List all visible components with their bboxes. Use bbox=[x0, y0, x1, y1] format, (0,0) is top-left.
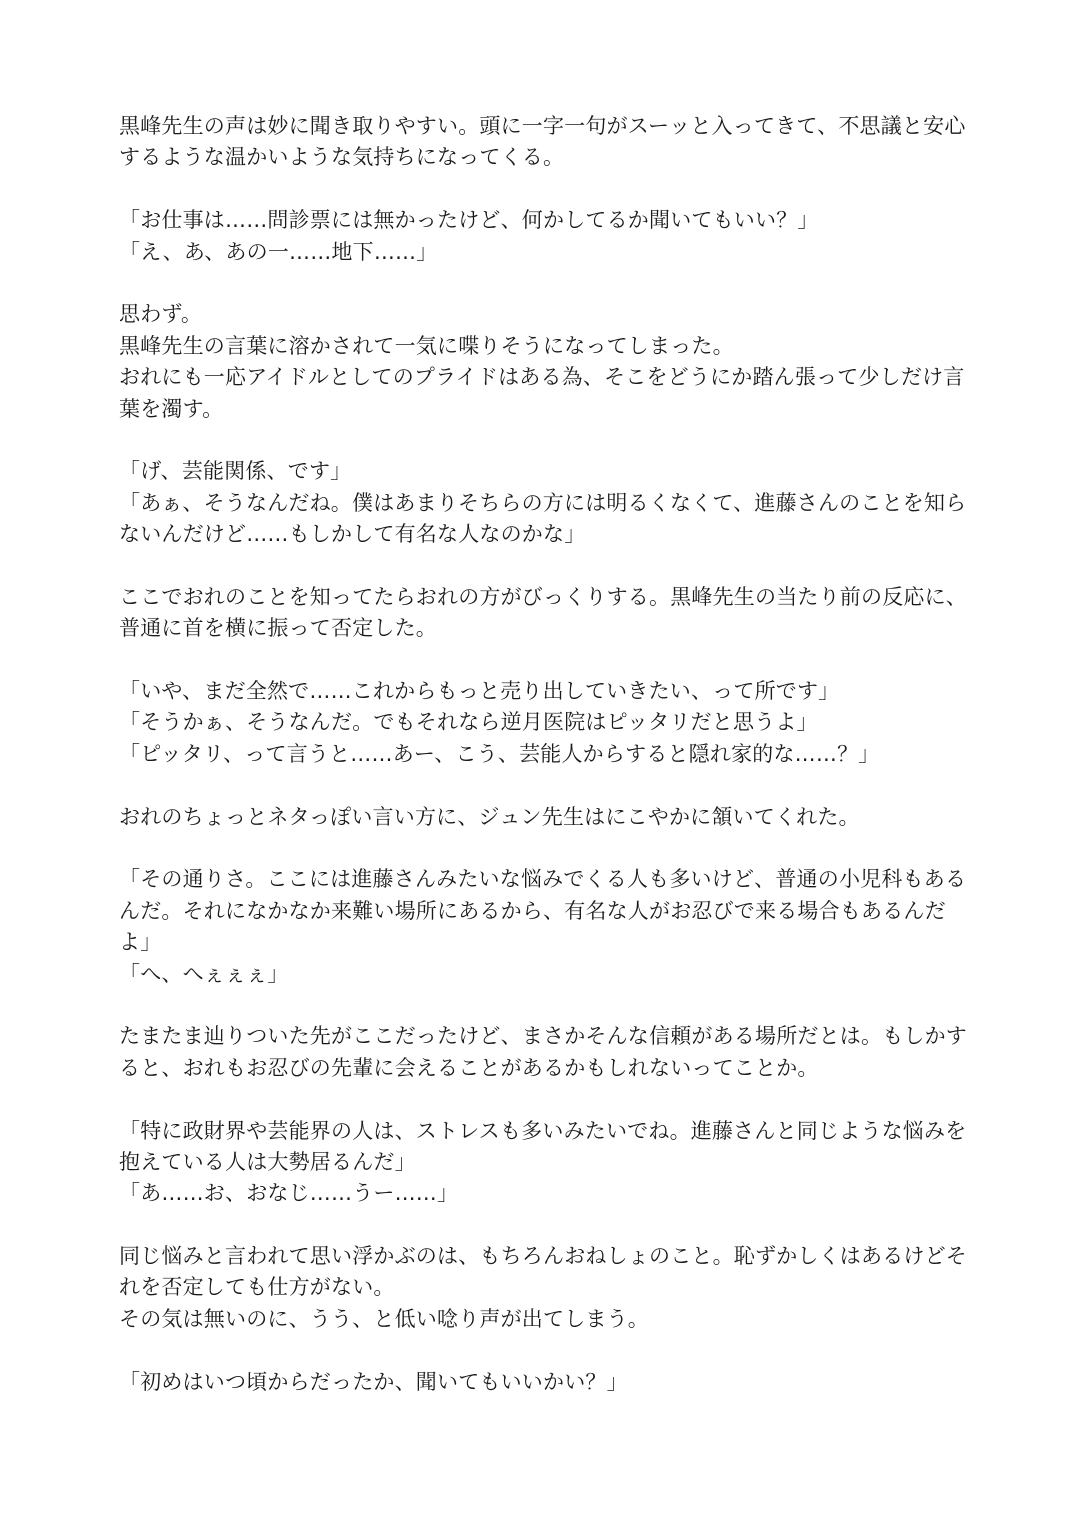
text-line: 葉を濁す。 bbox=[119, 396, 224, 421]
text-line: ないんだけど……もしかして有名な人なのかな」 bbox=[119, 522, 586, 547]
text-line: 「その通りさ。ここには進藤さんみたいな悩みでくる人も多いけど、普通の小児科もある bbox=[119, 867, 967, 892]
text-line: するような温かいような気持ちになってくる。 bbox=[119, 145, 565, 170]
blank-line bbox=[119, 990, 955, 1021]
text-line: 「げ、芸能関係、です」 bbox=[119, 459, 352, 484]
blank-line bbox=[119, 1210, 955, 1241]
blank-line bbox=[119, 645, 955, 676]
text-line: れを否定しても仕方がない。 bbox=[119, 1275, 395, 1300]
text-line: 「へ、へぇぇぇ」 bbox=[119, 961, 289, 986]
text-line: おれにも一応アイドルとしてのプライドはある為、そこをどうにか踏ん張って少しだけ言 bbox=[119, 365, 965, 390]
text-line: 「特に政財界や芸能界の人は、ストレスも多いみたいでね。進藤さんと同じような悩みを bbox=[119, 1118, 967, 1143]
text-line: 「そうかぁ、そうなんだ。でもそれなら逆月医院はピッタリだと思うよ」 bbox=[119, 710, 818, 735]
text-line: ると、おれもお忍びの先輩に会えることがあるかもしれないってことか。 bbox=[119, 1055, 819, 1080]
blank-line bbox=[119, 425, 955, 456]
text-line: 「あぁ、そうなんだね。僕はあまりそちらの方には明るくなくて、進藤さんのことを知ら bbox=[119, 490, 967, 515]
text-line: 黒峰先生の言葉に溶かされて一気に喋りそうになってしまった。 bbox=[119, 333, 734, 358]
text-line: 「え、あ、あの一……地下……」 bbox=[119, 239, 438, 264]
text-line: 「ピッタリ、って言うと……あー、こう、芸能人からすると隠れ家的な……？」 bbox=[119, 741, 880, 766]
text-line: その気は無いのに、うう、と低い唸り声が出てしまう。 bbox=[119, 1306, 649, 1331]
blank-line bbox=[119, 268, 955, 299]
blank-line bbox=[119, 770, 955, 801]
document-page bbox=[119, 111, 967, 1398]
blank-line bbox=[119, 550, 955, 581]
text-line: ここでおれのことを知ってたらおれの方がびっくりする。黒峰先生の当たり前の反応に、 bbox=[119, 584, 967, 609]
text-line: 「お仕事は……問診票には無かったけど、何かしてるか聞いてもいい？」 bbox=[119, 208, 819, 233]
blank-line bbox=[119, 1084, 955, 1115]
text-line: よ」 bbox=[119, 930, 162, 955]
text-line: 思わず。 bbox=[119, 302, 203, 327]
blank-line bbox=[119, 833, 955, 864]
blank-line bbox=[119, 174, 955, 205]
text-line: 「いや、まだ全然で……これからもっと売り出していきたい、って所です」 bbox=[119, 679, 840, 704]
text-line: 「あ……お、おなじ……うー……」 bbox=[119, 1181, 459, 1206]
text-line: 普通に首を横に振って否定した。 bbox=[119, 616, 437, 641]
blank-line bbox=[119, 1335, 955, 1366]
text-line: おれのちょっとネタっぽい言い方に、ジュン先生はにこやかに頷いてくれた。 bbox=[119, 804, 860, 829]
text-line: 黒峰先生の声は妙に聞き取りやすい。頭に一字一句がスーッと入ってきて、不思議と安心 bbox=[119, 114, 966, 138]
text-line: 抱えている人は大勢居るんだ」 bbox=[119, 1149, 416, 1174]
text-line: んだ。それになかなか来難い場所にあるから、有名な人がお忍びで来る場合もあるんだ bbox=[119, 898, 946, 923]
text-line: たまたま辿りついた先がここだったけど、まさかそんな信頼がある場所だとは。もしかす bbox=[119, 1024, 967, 1049]
text-line: 同じ悩みと言われて思い浮かぶのは、もちろんおねしょのこと。恥ずかしくはあるけどそ bbox=[119, 1244, 967, 1269]
text-line: 「初めはいつ頃からだったか、聞いてもいいかい？」 bbox=[119, 1369, 628, 1394]
